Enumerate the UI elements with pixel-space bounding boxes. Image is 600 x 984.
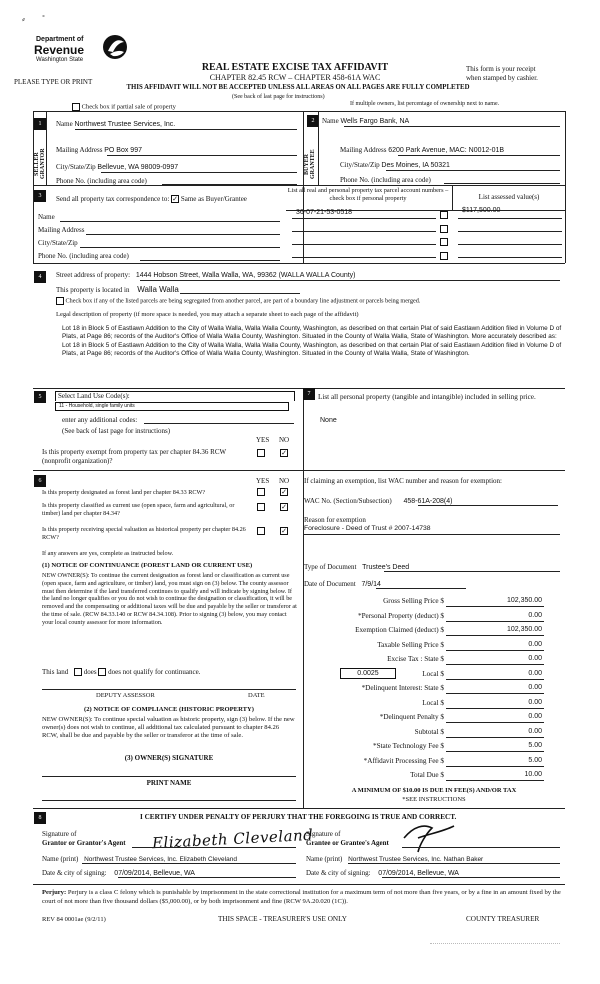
tax-row-label: Taxable Selling Price $ <box>377 640 444 649</box>
parcel-header: List all real and personal property tax parcel account numbers – check box if personal property <box>287 187 449 202</box>
current-use-question: Is this property classified as current use (open space, farm and agricultural, or timber) land per chapter 84.34? <box>42 502 235 517</box>
tax-row-value[interactable]: 0.00 <box>528 669 542 677</box>
personal-checkbox[interactable] <box>440 225 448 233</box>
located-label: This property is located in <box>56 286 130 294</box>
tax-row-line <box>446 635 544 636</box>
land-use-select[interactable]: 11 - Household, single family units <box>55 402 289 411</box>
tax-row-label: Gross Selling Price $ <box>383 597 444 605</box>
historical-question: Is this property receiving special valuation as historical property per chapter 84.26 RCW? <box>42 526 246 541</box>
tax-row-line <box>446 722 544 723</box>
grantee-sig-label2: Grantee or Grantee's Agent <box>306 839 389 847</box>
s3-city-label: City/State/Zip <box>38 239 78 247</box>
tax-row-label: Subtotal $ <box>414 727 444 736</box>
exempt-no-checkbox[interactable]: ✓ <box>281 449 287 458</box>
personal-checkbox[interactable] <box>440 238 448 246</box>
tax-row-value[interactable]: 0.00 <box>528 698 542 706</box>
s5-yes: YES <box>256 436 270 444</box>
seller-name-label: Name <box>56 120 73 128</box>
tax-row-line <box>446 751 544 752</box>
this-land-row <box>42 668 200 676</box>
county-treasurer: COUNTY TREASURER <box>466 915 540 923</box>
doc-type-value[interactable]: Trustee's Deed <box>362 564 410 571</box>
if-yes-instruction: If any answers are yes, complete as instructed below. <box>42 550 174 557</box>
buyer-mailing-row <box>340 146 564 154</box>
tax-row-line <box>446 621 544 622</box>
tax-row-value[interactable]: 10.00 <box>524 771 542 778</box>
doc-date-value[interactable]: 7/9/14 <box>361 581 381 588</box>
personal-property-label: List all personal property (tangible and intangible) included in selling price. <box>318 393 536 401</box>
grantee-print-label: Name (print) <box>306 855 343 863</box>
historical-yes-checkbox[interactable] <box>257 527 265 535</box>
grantee-date-label: Date & city of signing: <box>306 869 371 877</box>
corner-mark: ⸗ <box>22 14 25 24</box>
assessed-header: List assessed value(s) <box>478 193 540 201</box>
buyer-mailing-label: Mailing Address <box>340 146 387 154</box>
tax-row-label: Exemption Claimed (deduct) $ <box>355 626 444 634</box>
tax-row-label: *Personal Property (deduct) $ <box>357 611 444 620</box>
exempt-no <box>280 449 288 457</box>
current-use-no-checkbox[interactable]: ✓ <box>281 503 287 512</box>
section-7-number: 7 <box>303 388 315 400</box>
s6-yes: YES <box>256 477 270 485</box>
tax-row-value[interactable]: 0.00 <box>528 713 542 720</box>
form-title: REAL ESTATE EXCISE TAX AFFIDAVIT <box>201 62 389 73</box>
exempt-question: Is this property exempt from property tax per chapter 84.36 RCW (nonprofit organization)? <box>42 448 226 465</box>
s3-mailing-label: Mailing Address <box>38 226 85 234</box>
s3-name-label: Name <box>38 213 55 221</box>
tax-row-line <box>446 737 544 738</box>
tax-row-value[interactable]: 5.00 <box>528 742 542 749</box>
dor-swirl-icon <box>100 32 130 62</box>
section-4-number: 4 <box>34 271 46 283</box>
buyer-city-value[interactable]: Des Moines, IA 50321 <box>381 162 450 169</box>
perjury-bold: Perjury: <box>42 889 67 896</box>
same-as-checkbox[interactable]: ✓ <box>172 195 179 204</box>
section-5-number: 5 <box>34 391 46 403</box>
tax-row-line <box>446 780 544 781</box>
form-chapter: CHAPTER 82.45 RCW – CHAPTER 458-61A WAC <box>209 73 381 82</box>
grantor-date-value[interactable]: 07/09/2014, Bellevue, WA <box>114 870 195 877</box>
tax-row-label: Total Due $ <box>410 771 444 779</box>
current-use-no <box>280 503 288 511</box>
perjury-notice <box>42 888 566 906</box>
tax-row-value[interactable]: 102,350.00 <box>506 626 542 633</box>
buyer-grantee-label: BUYER GRANTEE <box>304 149 316 179</box>
forest-no-checkbox[interactable]: ✓ <box>281 488 287 497</box>
does-label: does <box>83 668 97 676</box>
grantee-print-row <box>306 855 483 863</box>
perjury-text: Perjury is a class C felony which is punishable by imprisonment in the state correctional institution for a maximum term of not more than five years, or by a fine in an amount fixed by the court of not more than five thousand dollars ($5,000.00), or by both imprisonment and fine (RCW 9A.20.020 (1C)). <box>42 889 561 905</box>
seller-name-value[interactable]: Northwest Trustee Services, Inc. <box>74 121 176 128</box>
tax-row-value[interactable]: 0.00 <box>528 611 542 619</box>
seller-mailing-value[interactable]: PO Box 997 <box>104 147 142 154</box>
additional-codes-label: enter any additional codes: <box>62 416 138 424</box>
wac-row <box>304 497 452 505</box>
corner-mark: ˚ <box>42 14 45 24</box>
notice-compliance-text: NEW OWNER(S): To continue special valuation as historic property, sign (3) below. If the new owner(s) does not wish to continue, all additional tax calculated pursuant to chapter 84.26 RCW, shall be due and payable by the seller or transferor at the time of sale. <box>42 716 295 739</box>
historical-no-checkbox[interactable]: ✓ <box>281 527 287 536</box>
seller-phone-label: Phone No. (including area code) <box>56 177 147 185</box>
multiple-owners: If multiple owners, list percentage of ownership next to name. <box>350 101 500 107</box>
tax-row-value[interactable]: 102,350.00 <box>506 597 542 604</box>
send-all-label: Send all property tax correspondence to: <box>56 195 170 203</box>
receipt-line2: when stamped by cashier. <box>466 74 538 82</box>
tax-row-label: *State Technology Fee $ <box>372 742 444 750</box>
buyer-mailing-value[interactable]: 6200 Park Avenue, MAC: N0012-01B <box>388 147 505 154</box>
does-not-label: does not qualify for continuance. <box>108 668 201 676</box>
tax-row-line <box>446 606 544 607</box>
local-rate-box[interactable]: 0.0025 <box>340 668 396 679</box>
deputy-assessor-label: DEPUTY ASSESSOR <box>96 692 155 699</box>
wac-label: WAC No. (Section/Subsection) <box>304 497 392 505</box>
street-row <box>56 271 556 279</box>
section-8-number: 8 <box>34 812 46 824</box>
grantor-date-label: Date & city of signing: <box>42 869 107 877</box>
tax-row-label: *Delinquent Penalty $ <box>379 713 444 721</box>
send-correspondence <box>56 195 296 203</box>
grantee-signature-scribble[interactable] <box>398 818 458 854</box>
located-row <box>56 285 179 294</box>
street-label: Street address of property: <box>56 271 131 279</box>
tax-row-line <box>446 679 544 680</box>
grantor-print-value[interactable]: Northwest Trustee Services, Inc. Elizabeth Cleveland <box>84 856 237 863</box>
same-as-label: Same as Buyer/Grantee <box>180 195 247 203</box>
doc-date-label: Date of Document <box>304 580 356 588</box>
tax-row-label: Local $ <box>422 669 444 678</box>
tax-row-line <box>446 650 544 651</box>
legal-description[interactable]: Lot 18 in Block 5 of Eastlawn Addition to the City of Walla Walla, Walla Walla County, Washington, as described on that certain Plat of said Eastlawn Addition filed in Volume D of Plats, at Page 86; records of the Auditor's Office of Walla Walla County, Washington. Situated in the County of Walla Walla, State of Washington. More accurately described as: Lot 18 in Block 5 of Eastlawn Addition to the City of Walla Walla, Walla Walla County, Washington, as described on that certain Plat of said Eastlawn Addition filed in Volume D of Plats, at Page 86; records of the Auditor's Office of Walla Walla County, Washington. Situated in the County of Walla Walla, State of Washington. <box>62 325 562 358</box>
tax-row-value[interactable]: 0.00 <box>528 655 542 662</box>
historical-no <box>280 527 288 535</box>
owner-signature-title: (3) OWNER(S) SIGNATURE <box>124 754 214 762</box>
receipt-line1: This form is your receipt <box>466 65 536 73</box>
notice-continuance-title: (1) NOTICE OF CONTINUANCE (FOREST LAND OR CURRENT USE) <box>42 562 253 569</box>
partial-sale-label: Check box if partial sale of property <box>81 103 176 111</box>
seller-mailing-label: Mailing Address <box>56 146 103 154</box>
grantee-print-value[interactable]: Northwest Trustee Services, Inc. Nathan Baker <box>348 856 484 863</box>
treasurer-stamp-area <box>430 934 560 944</box>
forest-question: Is this property designated as forest land per chapter 84.33 RCW? <box>42 489 206 496</box>
street-value[interactable]: 1444 Hobson Street, Walla Walla, WA, 99362 (WALLA WALLA County) <box>135 272 356 279</box>
parcel-number[interactable]: 36-07-21-53-0518 <box>296 209 353 216</box>
this-land-label: This land <box>42 668 69 676</box>
seller-mailing-row <box>56 146 296 154</box>
exemption-label: If claiming an exemption, list WAC number and reason for exemption: <box>304 477 502 485</box>
notice-compliance-title: (2) NOTICE OF COMPLIANCE (HISTORIC PROPERTY) <box>84 706 254 713</box>
land-use-label: Select Land Use Code(s): <box>55 391 295 401</box>
print-name-label: PRINT NAME <box>146 779 192 787</box>
current-use-yes <box>257 503 265 511</box>
seller-grantor-label: SELLER GRANTOR <box>34 148 46 180</box>
grantor-sig-label2: Grantor or Grantor's Agent <box>42 839 126 847</box>
treasurer-space: THIS SPACE - TREASURER'S USE ONLY <box>218 915 347 923</box>
s5-see-back: (See back of last page for instructions) <box>62 427 171 435</box>
doc-date-row <box>304 580 381 588</box>
please-type: PLEASE TYPE OR PRINT <box>14 78 93 86</box>
grantor-print-label: Name (print) <box>42 855 79 863</box>
minimum-due: A MINIMUM OF $10.00 IS DUE IN FEE(S) AND/OR TAX <box>351 787 517 794</box>
personal-checkbox[interactable] <box>440 211 448 219</box>
segregated-checkbox[interactable] <box>56 297 64 305</box>
date-label: DATE <box>248 692 265 699</box>
does-checkbox[interactable] <box>74 668 82 676</box>
doc-type-label: Type of Document <box>304 563 357 571</box>
historical-yes <box>257 527 265 535</box>
s5-no: NO <box>279 436 290 444</box>
tax-row-label: Local $ <box>422 698 444 707</box>
seller-name-row <box>56 120 296 128</box>
section-6-number: 6 <box>34 475 46 487</box>
buyer-city-row <box>340 161 564 169</box>
personal-property-value[interactable]: None <box>320 417 337 424</box>
seller-city-row <box>56 163 296 171</box>
tax-row-value[interactable]: 5.00 <box>528 756 542 764</box>
forest-yes <box>257 488 265 496</box>
exempt-yes-checkbox[interactable] <box>257 449 265 457</box>
s3-phone-label: Phone No. (including area code) <box>38 252 129 260</box>
tax-row-value[interactable]: 0.00 <box>528 640 542 648</box>
exempt-yes <box>257 449 265 457</box>
seller-city-value[interactable]: Bellevue, WA 98009-0997 <box>97 164 179 171</box>
legal-label: Legal description of property (if more space is needed, you may attach a separate sheet to each page of the affidavit) <box>56 311 359 318</box>
tax-row-line <box>446 708 544 709</box>
grantor-print-row <box>42 855 237 863</box>
partial-sale[interactable] <box>72 103 176 111</box>
tax-row-value[interactable]: 0.00 <box>528 684 542 691</box>
section-3-number: 3 <box>34 190 46 202</box>
notice-continuance-text: NEW OWNER(S): To continue the current designation as forest land or classification as current use (open space, farm and agriculture, or timber) land, you must sign on (3) below. The county assessor must then determine if the land transferred continues to qualify and will indicate by signing below. If the land no longer qualifies or you do not wish to continue the designation or classification, it will be removed and the compensating or additional taxes will be due and payable by the seller or transferor at the time of sale. (RCW 84.33.140 or RCW 84.34.108). Prior to signing (3) below, you may contact your local county assessor for more information. <box>42 572 297 626</box>
reason-value[interactable]: Foreclosure - Deed of Trust # 2007-14738 <box>304 525 431 532</box>
grantor-signature[interactable]: Elizabeth Cleveland <box>151 825 314 853</box>
tax-row-label: *Affidavit Processing Fee $ <box>363 756 444 765</box>
grantor-sig-label1: Signature of <box>42 830 77 838</box>
forest-yes-checkbox[interactable] <box>257 488 265 496</box>
tax-row-line <box>446 766 544 767</box>
certify-statement: I CERTIFY UNDER PENALTY OF PERJURY THAT THE FOREGOING IS TRUE AND CORRECT. <box>140 813 457 821</box>
section-1-number: 1 <box>34 118 46 130</box>
reason-label: Reason for exemption <box>304 516 366 524</box>
tax-row-value[interactable]: 0.00 <box>528 727 542 735</box>
grantee-sig-label1: Signature of <box>306 830 341 838</box>
s6-no: NO <box>279 477 290 485</box>
personal-property-checkboxes <box>440 209 448 263</box>
personal-checkbox[interactable] <box>440 252 448 260</box>
located-value[interactable]: Walla Walla <box>137 285 179 294</box>
section-2-number: 2 <box>307 115 319 127</box>
partial-sale-checkbox[interactable] <box>72 103 80 111</box>
segregated-row <box>56 297 566 305</box>
wac-value[interactable]: 458-61A-208(4) <box>403 498 453 505</box>
assessed-value[interactable]: $117,500.00 <box>462 207 501 214</box>
see-back: (See back of last page for instructions) <box>232 94 325 100</box>
does-not-checkbox[interactable] <box>98 668 106 676</box>
buyer-name-row <box>322 117 562 125</box>
tax-row-label: *Delinquent Interest: State $ <box>361 684 444 692</box>
segregated-label: Check box if any of the listed parcels are being segregated from another parcel, are part of a boundary line adjustment or parcels being merged. <box>65 297 421 305</box>
grantee-date-row <box>306 869 459 877</box>
dept-line3: Washington State <box>36 57 84 63</box>
grantor-date-row <box>42 869 195 877</box>
tax-row-label: Excise Tax : State $ <box>387 655 444 663</box>
buyer-name-value[interactable]: Wells Fargo Bank, NA <box>340 118 410 125</box>
form-number: REV 84 0001ae (9/2/11) <box>42 916 106 923</box>
current-use-yes-checkbox[interactable] <box>257 503 265 511</box>
tax-row-line <box>446 693 544 694</box>
dept-line2: Revenue <box>34 43 85 57</box>
seller-city-label: City/State/Zip <box>56 163 96 171</box>
dept-line1: Department of <box>36 36 84 43</box>
buyer-phone-label: Phone No. (including area code) <box>340 176 431 184</box>
buyer-name-label: Name <box>322 117 339 125</box>
see-instructions: *SEE INSTRUCTIONS <box>402 796 466 803</box>
doc-type-row <box>304 563 409 571</box>
forest-no <box>280 488 288 496</box>
tax-row-line <box>446 664 544 665</box>
grantee-date-value[interactable]: 07/09/2014, Bellevue, WA <box>378 870 459 877</box>
buyer-city-label: City/State/Zip <box>340 161 380 169</box>
form-warning: THIS AFFIDAVIT WILL NOT BE ACCEPTED UNLESS ALL AREAS ON ALL PAGES ARE FULLY COMPLETED <box>126 84 470 91</box>
